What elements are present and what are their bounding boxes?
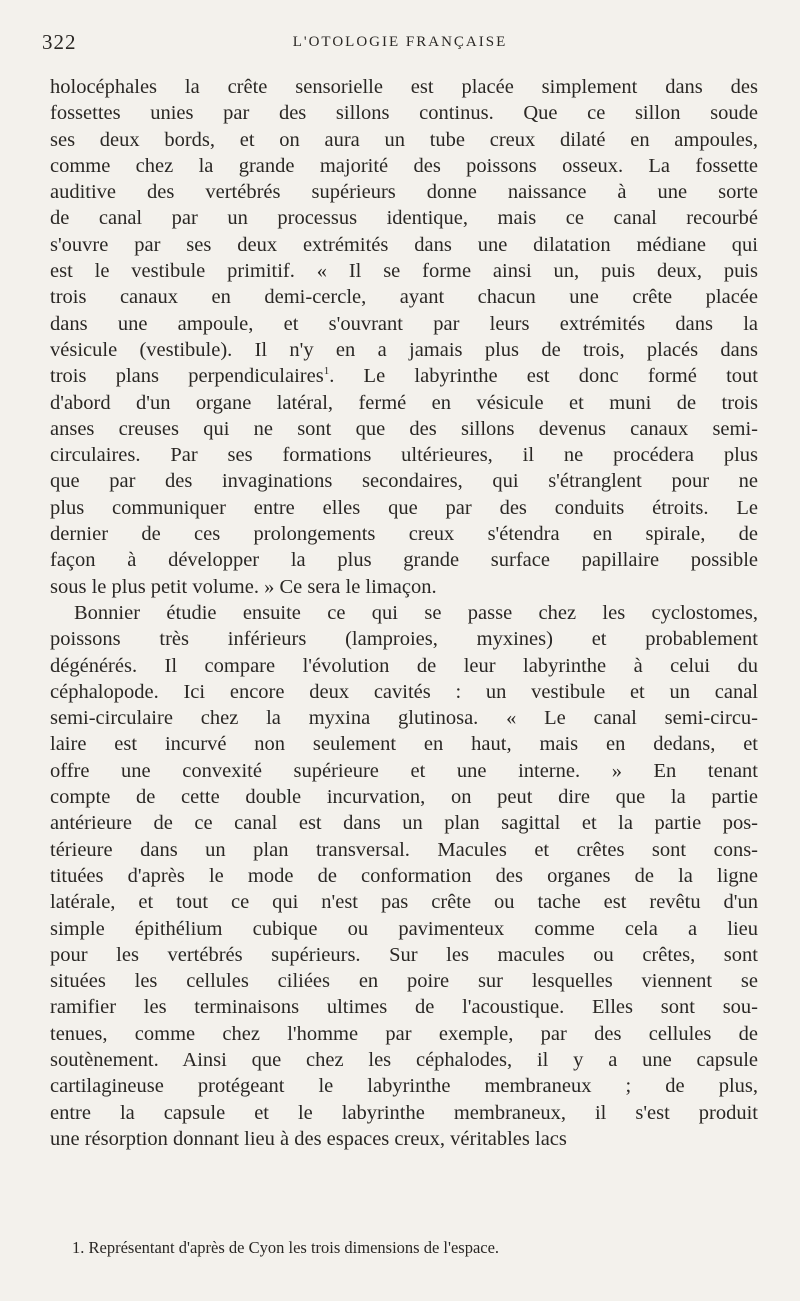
text-line-content: vésicule (vestibule). Il n'y en a jamais plus de trois, placés dans <box>50 338 758 361</box>
text-line-content: latérale, et tout ce qui n'est pas crête ou tache est revêtu d'un <box>50 891 758 914</box>
text-line-content: sous le plus petit volume. » Ce sera le limaçon. <box>50 575 437 598</box>
text-line <box>50 442 758 468</box>
text-line-content: térieure dans un plan transversal. Macules et crêtes sont cons- <box>50 838 758 861</box>
text-line <box>50 679 758 705</box>
text-line-content: plus communiquer entre elles que par des conduits étroits. Le <box>50 496 758 519</box>
text-line-content: poissons très inférieurs (lamproies, myxines) et probablement <box>50 628 758 651</box>
text-line <box>50 258 758 284</box>
footnote-text: Représentant d'après de Cyon les trois dimensions de l'espace. <box>88 1238 500 1257</box>
body-text <box>50 74 758 1152</box>
text-line-content: dernier de ces prolongements creux s'étendra en spirale, de <box>50 523 758 546</box>
text-line <box>50 705 758 731</box>
text-line-content: dégénérés. Il compare l'évolution de leur labyrinthe à celui du <box>50 654 758 677</box>
text-line-content: tenues, comme chez l'homme par exemple, par des cellules de <box>50 1022 758 1045</box>
text-line <box>50 994 758 1020</box>
footnote <box>72 1238 752 1258</box>
text-line-content: que par des invaginations secondaires, qui s'étranglent pour ne <box>50 470 758 493</box>
text-line <box>50 942 758 968</box>
text-line-content: anses creuses qui ne sont que des sillons devenus canaux semi- <box>50 417 758 440</box>
text-line <box>50 232 758 258</box>
text-line <box>50 731 758 757</box>
text-line <box>50 784 758 810</box>
text-line <box>50 1021 758 1047</box>
text-line-content: d'abord d'un organe latéral, fermé en vésicule et muni de trois <box>50 391 758 414</box>
text-line-content: comme chez la grande majorité des poissons osseux. La fossette <box>50 154 758 177</box>
text-line-content: cartilagineuse protégeant le labyrinthe membraneux ; de plus, <box>50 1075 758 1098</box>
text-line <box>50 205 758 231</box>
text-line-content: antérieure de ce canal est dans un plan sagittal et la partie pos- <box>50 812 758 835</box>
text-line <box>50 600 758 626</box>
text-line-content: une résorption donnant lieu à des espaces creux, véritables lacs <box>50 1127 567 1150</box>
text-line-content: soutènement. Ainsi que chez les céphalodes, il y a une capsule <box>50 1048 758 1071</box>
text-line-content: . Le labyrinthe est donc formé tout <box>329 365 758 388</box>
text-line <box>50 311 758 337</box>
text-line-content: dans une ampoule, et s'ouvrant par leurs extrémités dans la <box>50 312 758 335</box>
footnote-reference[interactable]: 1 <box>323 365 330 378</box>
text-line <box>50 1126 758 1152</box>
text-line-content: laire est incurvé non seulement en haut, mais en dedans, et <box>50 733 758 756</box>
text-line-content: offre une convexité supérieure et une interne. » En tenant <box>50 759 758 782</box>
text-line <box>50 574 758 600</box>
text-line-content: tituées d'après le mode de conformation des organes de la ligne <box>50 864 758 887</box>
text-line <box>50 179 758 205</box>
text-line-content: façon à développer la plus grande surface papillaire possible <box>50 549 758 572</box>
text-line-content: auditive des vertébrés supérieurs donne naissance à une sorte <box>50 181 758 204</box>
text-line-content: compte de cette double incurvation, on peut dire que la partie <box>50 786 758 809</box>
text-line-content: simple épithélium cubique ou pavimenteux comme cela a lieu <box>50 917 758 940</box>
text-line <box>50 100 758 126</box>
text-line <box>50 363 758 389</box>
text-line-content: entre la capsule et le labyrinthe membraneux, il s'est produit <box>50 1101 758 1124</box>
text-line-content: est le vestibule primitif. « Il se forme ainsi un, puis deux, puis <box>50 260 758 283</box>
text-line <box>50 758 758 784</box>
text-line <box>50 127 758 153</box>
text-line <box>50 837 758 863</box>
text-line-content: s'ouvre par ses deux extrémités dans une dilatation médiane qui <box>50 233 758 256</box>
text-line-content: circulaires. Par ses formations ultérieures, il ne procédera plus <box>50 444 758 467</box>
text-line-content: trois plans perpendiculaires <box>50 365 324 388</box>
text-line <box>50 416 758 442</box>
text-line <box>50 1100 758 1126</box>
text-line <box>50 153 758 179</box>
text-line <box>50 284 758 310</box>
running-title: L'OTOLOGIE FRANÇAISE <box>292 34 508 50</box>
text-line-content: pour les vertébrés supérieurs. Sur les macules ou crêtes, sont <box>50 943 758 966</box>
text-line <box>50 521 758 547</box>
footnote-marker: 1. <box>72 1238 85 1257</box>
text-line-content: ramifier les terminaisons ultimes de l'acoustique. Elles sont sou- <box>50 996 758 1019</box>
page-header <box>0 30 800 60</box>
text-line <box>50 1047 758 1073</box>
text-line-content: Bonnier étudie ensuite ce qui se passe chez les cyclostomes, <box>74 601 758 624</box>
text-line <box>50 863 758 889</box>
text-line <box>50 653 758 679</box>
text-line-content: céphalopode. Ici encore deux cavités : un vestibule et un canal <box>50 680 758 703</box>
text-line-content: de canal par un processus identique, mais ce canal recourbé <box>50 207 758 230</box>
text-line <box>50 468 758 494</box>
text-line-content: trois canaux en demi-cercle, ayant chacun une crête placée <box>50 286 758 309</box>
text-line <box>50 547 758 573</box>
text-line <box>50 889 758 915</box>
text-line-content: holocéphales la crête sensorielle est placée simplement dans des <box>50 76 758 98</box>
text-line <box>50 968 758 994</box>
text-line <box>50 337 758 363</box>
text-line-content: fossettes unies par des sillons continus. Que ce sillon soude <box>50 102 758 125</box>
text-line-content: ses deux bords, et on aura un tube creux dilaté en ampoules, <box>50 128 758 151</box>
page-number: 322 <box>42 30 77 54</box>
text-line-content: situées les cellules ciliées en poire sur lesquelles viennent se <box>50 970 758 993</box>
text-line <box>50 74 758 100</box>
text-line <box>50 495 758 521</box>
text-line <box>50 390 758 416</box>
text-line <box>50 916 758 942</box>
text-line <box>50 626 758 652</box>
text-line-content: semi-circulaire chez la myxina glutinosa. « Le canal semi-circu- <box>50 707 758 730</box>
text-line <box>50 810 758 836</box>
text-line <box>50 1073 758 1099</box>
